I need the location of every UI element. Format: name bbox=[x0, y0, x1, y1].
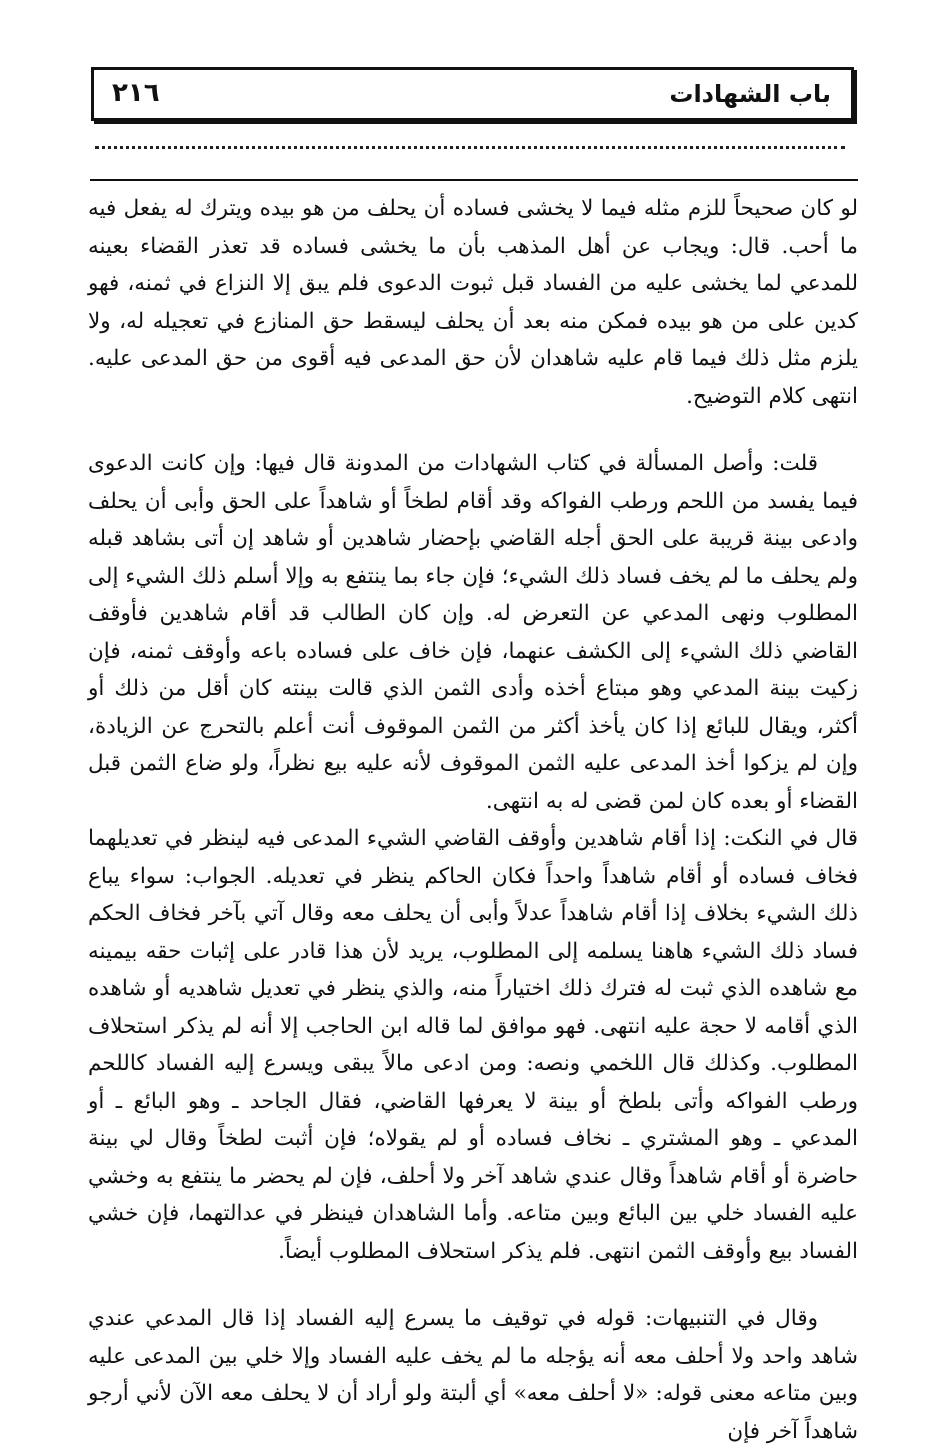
horizontal-rule bbox=[90, 179, 858, 181]
body-text bbox=[88, 190, 858, 1450]
page-number: ٢١٦ bbox=[112, 78, 160, 108]
paragraph: وقال في التنبيهات: قوله في توقيف ما يسرع إليه الفساد إذا قال المدعي عندي شاهد واحد ولا أحلف معه أنه يؤجله ما لم يخف عليه الفساد وإلا خلي بين المدعى عليه وبين متاعه معنى قوله: «لا أحلف معه» أي ألبتة ولو أراد أن لا يحلف معه الآن لأني أرجو شاهداً آخر فإن bbox=[88, 1306, 858, 1444]
dotted-separator bbox=[95, 146, 845, 149]
page-header bbox=[91, 67, 854, 121]
paragraph: قلت: وأصل المسألة في كتاب الشهادات من المدونة قال فيها: وإن كانت الدعوى فيما يفسد من اللحم ورطب الفواكه وقد أقام لطخاً أو شاهداً على الحق وأبى أن يحلف وادعى بينة قريبة على الحق أجله القاضي بإحضار شاهدين أو شاهد إن أتى بشاهد قبله ولم يحلف ما لم يخف فساد ذلك الشيء؛ فإن جاء بما ينتفع به وإلا أسلم ذلك الشيء إلى المطلوب ونهى المدعي عن التعرض له. وإن كان الطالب قد أقام شاهدين فأوقف القاضي ذلك الشيء إلى الكشف عنهما، فإن خاف على فساده باعه وأوقف ثمنه، فإن زكيت بينة المدعي وهو مبتاع أخذه وأدى الثمن الذي قالت بينته كان أقل من ذلك أو أكثر، ويقال للبائع إذا كان يأخذ أكثر من الثمن الموقوف أنت أعلم بالتحرج عن الزيادة، وإن لم يزكوا أخذ المدعى عليه الثمن الموقوف لأنه عليه بيع نظراً، ولو ضاع الثمن قبل القضاء أو بعده كان لمن قضى له به انتهى. bbox=[88, 451, 858, 814]
paragraph: لو كان صحيحاً للزم مثله فيما لا يخشى فساده أن يحلف من هو بيده ويترك له يفعل فيه ما أحب. قال: ويجاب عن أهل المذهب بأن ما يخشى فساده قد تعذر القضاء بعينه للمدعي لما يخشى عليه من الفساد قبل ثبوت الدعوى فلم يبق إلا النزاع في ثمنه، فهو كدين على من هو بيده فمكن منه بعد أن يحلف ليسقط حق المنازع في تعجيله له، ولا يلزم مثل ذلك فيما قام عليه شاهدان لأن حق المدعى فيه أقوى من حق المدعى عليه. انتهى كلام التوضيح. bbox=[88, 196, 858, 409]
paragraph: قال في النكت: إذا أقام شاهدين وأوقف القاضي الشيء المدعى فيه لينظر في تعديلهما فخاف فساده أو أقام شاهداً واحداً فكان الحاكم ينظر في تعديله. الجواب: سواء يباع ذلك الشيء بخلاف إذا أقام شاهداً عدلاً وأبى أن يحلف معه وقال آتي بآخر فخاف الحكم فساد ذلك الشيء هاهنا يسلمه إلى المطلوب، يريد لأن هذا قادر على إثبات حقه بيمينه مع شاهده الذي ثبت له فترك ذلك اختياراً منه، والذي ينظر في تعديل شاهديه أو شاهده الذي أقامه لا حجة عليه انتهى. فهو موافق لما قاله ابن الحاجب إلا أنه لم يذكر استحلاف المطلوب. وكذلك قال اللخمي ونصه: ومن ادعى مالاً يبقى ويسرع إليه الفساد كاللحم ورطب الفواكه وأتى بلطخ أو بينة لا يعرفها القاضي، فقال الجاحد ـ وهو البائع ـ أو المدعي ـ وهو المشتري ـ نخاف فساده أو لم يقولاه؛ فإن أثبت لطخاً وقال لي بينة حاضرة أو أقام شاهداً وقال عندي شاهد آخر ولا أحلف، فإن لم يحضر ما ينتفع به وخشي عليه الفساد خلي بين البائع وبين متاعه. وأما الشاهدان فينظر في عدالتهما، فإن خشي الفساد بيع وأوقف الثمن انتهى. فلم يذكر استحلاف المطلوب أيضاً. bbox=[88, 826, 858, 1264]
chapter-title: باب الشهادات bbox=[669, 80, 831, 108]
